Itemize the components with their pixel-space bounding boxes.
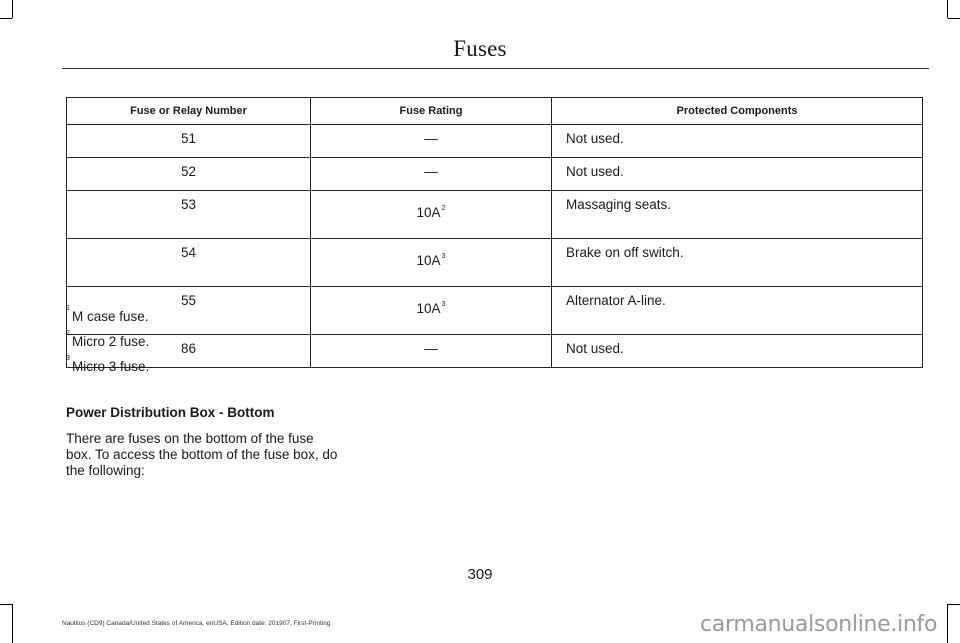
- crop-mark: [12, 604, 13, 643]
- fuse-table: [66, 97, 923, 368]
- title-divider: [62, 68, 929, 69]
- crop-mark: [948, 604, 960, 605]
- fuse-number-cell: 86: [67, 335, 311, 368]
- section-heading: Power Distribution Box - Bottom: [66, 405, 275, 420]
- table-row: [67, 125, 923, 158]
- column-header-fuse-number: Fuse or Relay Number: [67, 98, 311, 125]
- table-row: [67, 158, 923, 191]
- fuse-rating-value: —: [424, 131, 438, 146]
- fuse-number-cell: 52: [67, 158, 311, 191]
- footnotes: [66, 305, 150, 384]
- protected-component-cell: Brake on off switch.: [552, 239, 923, 287]
- footnote-reference: 3: [441, 301, 446, 308]
- table-header-row: [67, 98, 923, 125]
- protected-component-cell: Alternator A-line.: [552, 287, 923, 335]
- fuse-rating-cell: [311, 335, 552, 368]
- footnote-text: Micro 2 fuse.: [72, 334, 150, 349]
- footnote-mark: 2: [66, 330, 70, 337]
- crop-mark: [947, 0, 948, 18]
- fuse-rating-value: 10A: [416, 253, 441, 268]
- watermark: carmanualsonline.info: [700, 612, 938, 637]
- fuse-number-cell: 53: [67, 191, 311, 239]
- table-row: [67, 239, 923, 287]
- fuse-rating-cell: [311, 287, 552, 335]
- footnote-reference: 3: [441, 253, 446, 260]
- fuse-rating-value: 10A: [416, 301, 441, 316]
- table-row: [67, 335, 923, 368]
- fuse-rating-cell: [311, 125, 552, 158]
- fuse-rating-cell: [311, 239, 552, 287]
- footnote: [66, 330, 150, 359]
- crop-mark: [947, 604, 948, 643]
- crop-mark: [948, 18, 960, 19]
- section-body-text: There are fuses on the bottom of the fuse box. To access the bottom of the fuse box, do the following:: [66, 431, 338, 478]
- crop-mark: [0, 604, 12, 605]
- protected-component-cell: Massaging seats.: [552, 191, 923, 239]
- footnote: [66, 355, 150, 384]
- footnote-mark: 1: [66, 305, 70, 312]
- footnote-text: M case fuse.: [72, 309, 149, 324]
- fuse-number-cell: 54: [67, 239, 311, 287]
- footnote-mark: 3: [66, 355, 70, 362]
- fuse-rating-value: —: [424, 164, 438, 179]
- protected-component-cell: Not used.: [552, 335, 923, 368]
- column-header-protected-components: Protected Components: [552, 98, 923, 125]
- protected-component-cell: Not used.: [552, 158, 923, 191]
- fuse-rating-cell: [311, 191, 552, 239]
- crop-mark: [12, 0, 13, 18]
- footnote: [66, 305, 149, 334]
- page-number: 309: [467, 566, 493, 583]
- fuse-rating-value: —: [424, 341, 438, 356]
- table-row: [67, 191, 923, 239]
- fuse-number-cell: 55: [67, 287, 311, 335]
- protected-component-cell: Not used.: [552, 125, 923, 158]
- table-row: [67, 287, 923, 335]
- fuse-rating-cell: [311, 158, 552, 191]
- edition-footer: Nautilus (CD9) Canada/United States of America, enUSA, Edition date: 201907, First-Printing: [62, 620, 331, 627]
- footnote-reference: 2: [441, 205, 446, 212]
- fuse-rating-value: 10A: [416, 205, 441, 220]
- page-title: Fuses: [453, 36, 507, 61]
- column-header-fuse-rating: Fuse Rating: [311, 98, 552, 125]
- fuse-number-cell: 51: [67, 125, 311, 158]
- footnote-text: Micro 3 fuse.: [72, 359, 150, 374]
- crop-mark: [0, 18, 12, 19]
